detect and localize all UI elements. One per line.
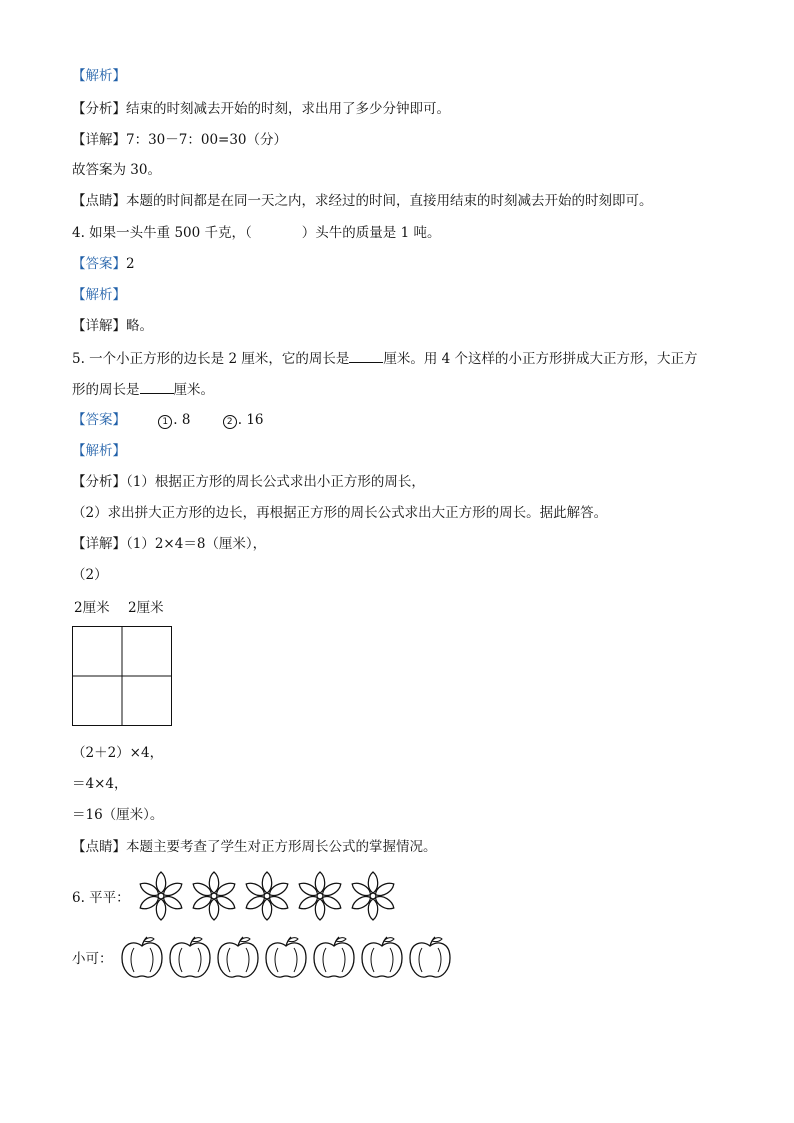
- analysis-line-2: （2）求出拼大正方形的边长，再根据正方形的周长公式求出大正方形的周长。据此解答。: [72, 505, 608, 521]
- key-point-line: 【点睛】本题主要考查了学生对正方形周长公式的掌握情况。: [72, 839, 437, 855]
- detail-line: 【详解】略。: [72, 318, 153, 334]
- detail-line: 【详解】（1）2×4＝8（厘米），: [72, 536, 267, 552]
- detail-line: 【详解】7：30－7：00=30（分）: [72, 132, 288, 148]
- apple-icon: [407, 934, 453, 980]
- flower-icon: [348, 868, 398, 924]
- apple-icon: [263, 934, 309, 980]
- apple-icon: [167, 934, 213, 980]
- figure-label: 2厘米: [74, 600, 110, 616]
- apple-icon: [311, 934, 357, 980]
- part-2-label: （2）: [72, 567, 108, 583]
- analysis-line: 【分析】（1）根据正方形的周长公式求出小正方形的周长，: [72, 474, 425, 490]
- answer-line: 【答案】 1 . 8 2 . 16: [72, 412, 264, 428]
- calc-line-2: ＝4×4，: [72, 776, 128, 792]
- xiaoke-row: [72, 934, 455, 980]
- circled-number: 2: [223, 415, 237, 429]
- circled-number: 1: [158, 415, 172, 429]
- flower-icon: [295, 868, 345, 924]
- analysis-heading: 【解析】: [72, 443, 126, 459]
- analysis-line: 【分析】结束的时刻减去开始的时刻，求出用了多少分钟即可。: [72, 101, 450, 117]
- key-point-line: 【点睛】本题的时间都是在同一天之内，求经过的时间，直接用结束的时刻减去开始的时刻即可。: [72, 193, 653, 209]
- question-5-line-1: 5. 一个小正方形的边长是 2 厘米，它的周长是 厘米。用 4 个这样的小正方形拼成大正方形，大正方: [72, 348, 698, 369]
- square-grid-figure: [72, 626, 173, 727]
- fill-blank: [140, 379, 174, 394]
- answer-conclusion: 故答案为 30。: [72, 162, 161, 178]
- pingping-label: 6. 平平：: [72, 890, 130, 906]
- flower-icon: [189, 868, 239, 924]
- apple-group: [119, 934, 455, 980]
- answer-line: 【答案】2: [72, 256, 135, 272]
- pingping-row: [72, 868, 401, 924]
- flower-icon: [136, 868, 186, 924]
- analysis-heading: 【解析】: [72, 68, 126, 84]
- calc-line-1: （2＋2）×4，: [72, 745, 164, 761]
- apple-icon: [215, 934, 261, 980]
- figure-label: 2厘米: [128, 600, 164, 616]
- flower-group: [136, 868, 401, 924]
- question-5-line-2: 形的周长是 厘米。: [72, 379, 214, 400]
- question-4: 4. 如果一头牛重 500 千克，（ ）头牛的质量是 1 吨。: [72, 225, 441, 241]
- xiaoke-label: 小可：: [72, 951, 113, 967]
- calc-line-3: ＝16（厘米）。: [72, 807, 164, 823]
- flower-icon: [242, 868, 292, 924]
- apple-icon: [119, 934, 165, 980]
- apple-icon: [359, 934, 405, 980]
- fill-blank: [349, 348, 383, 363]
- analysis-heading: 【解析】: [72, 287, 126, 303]
